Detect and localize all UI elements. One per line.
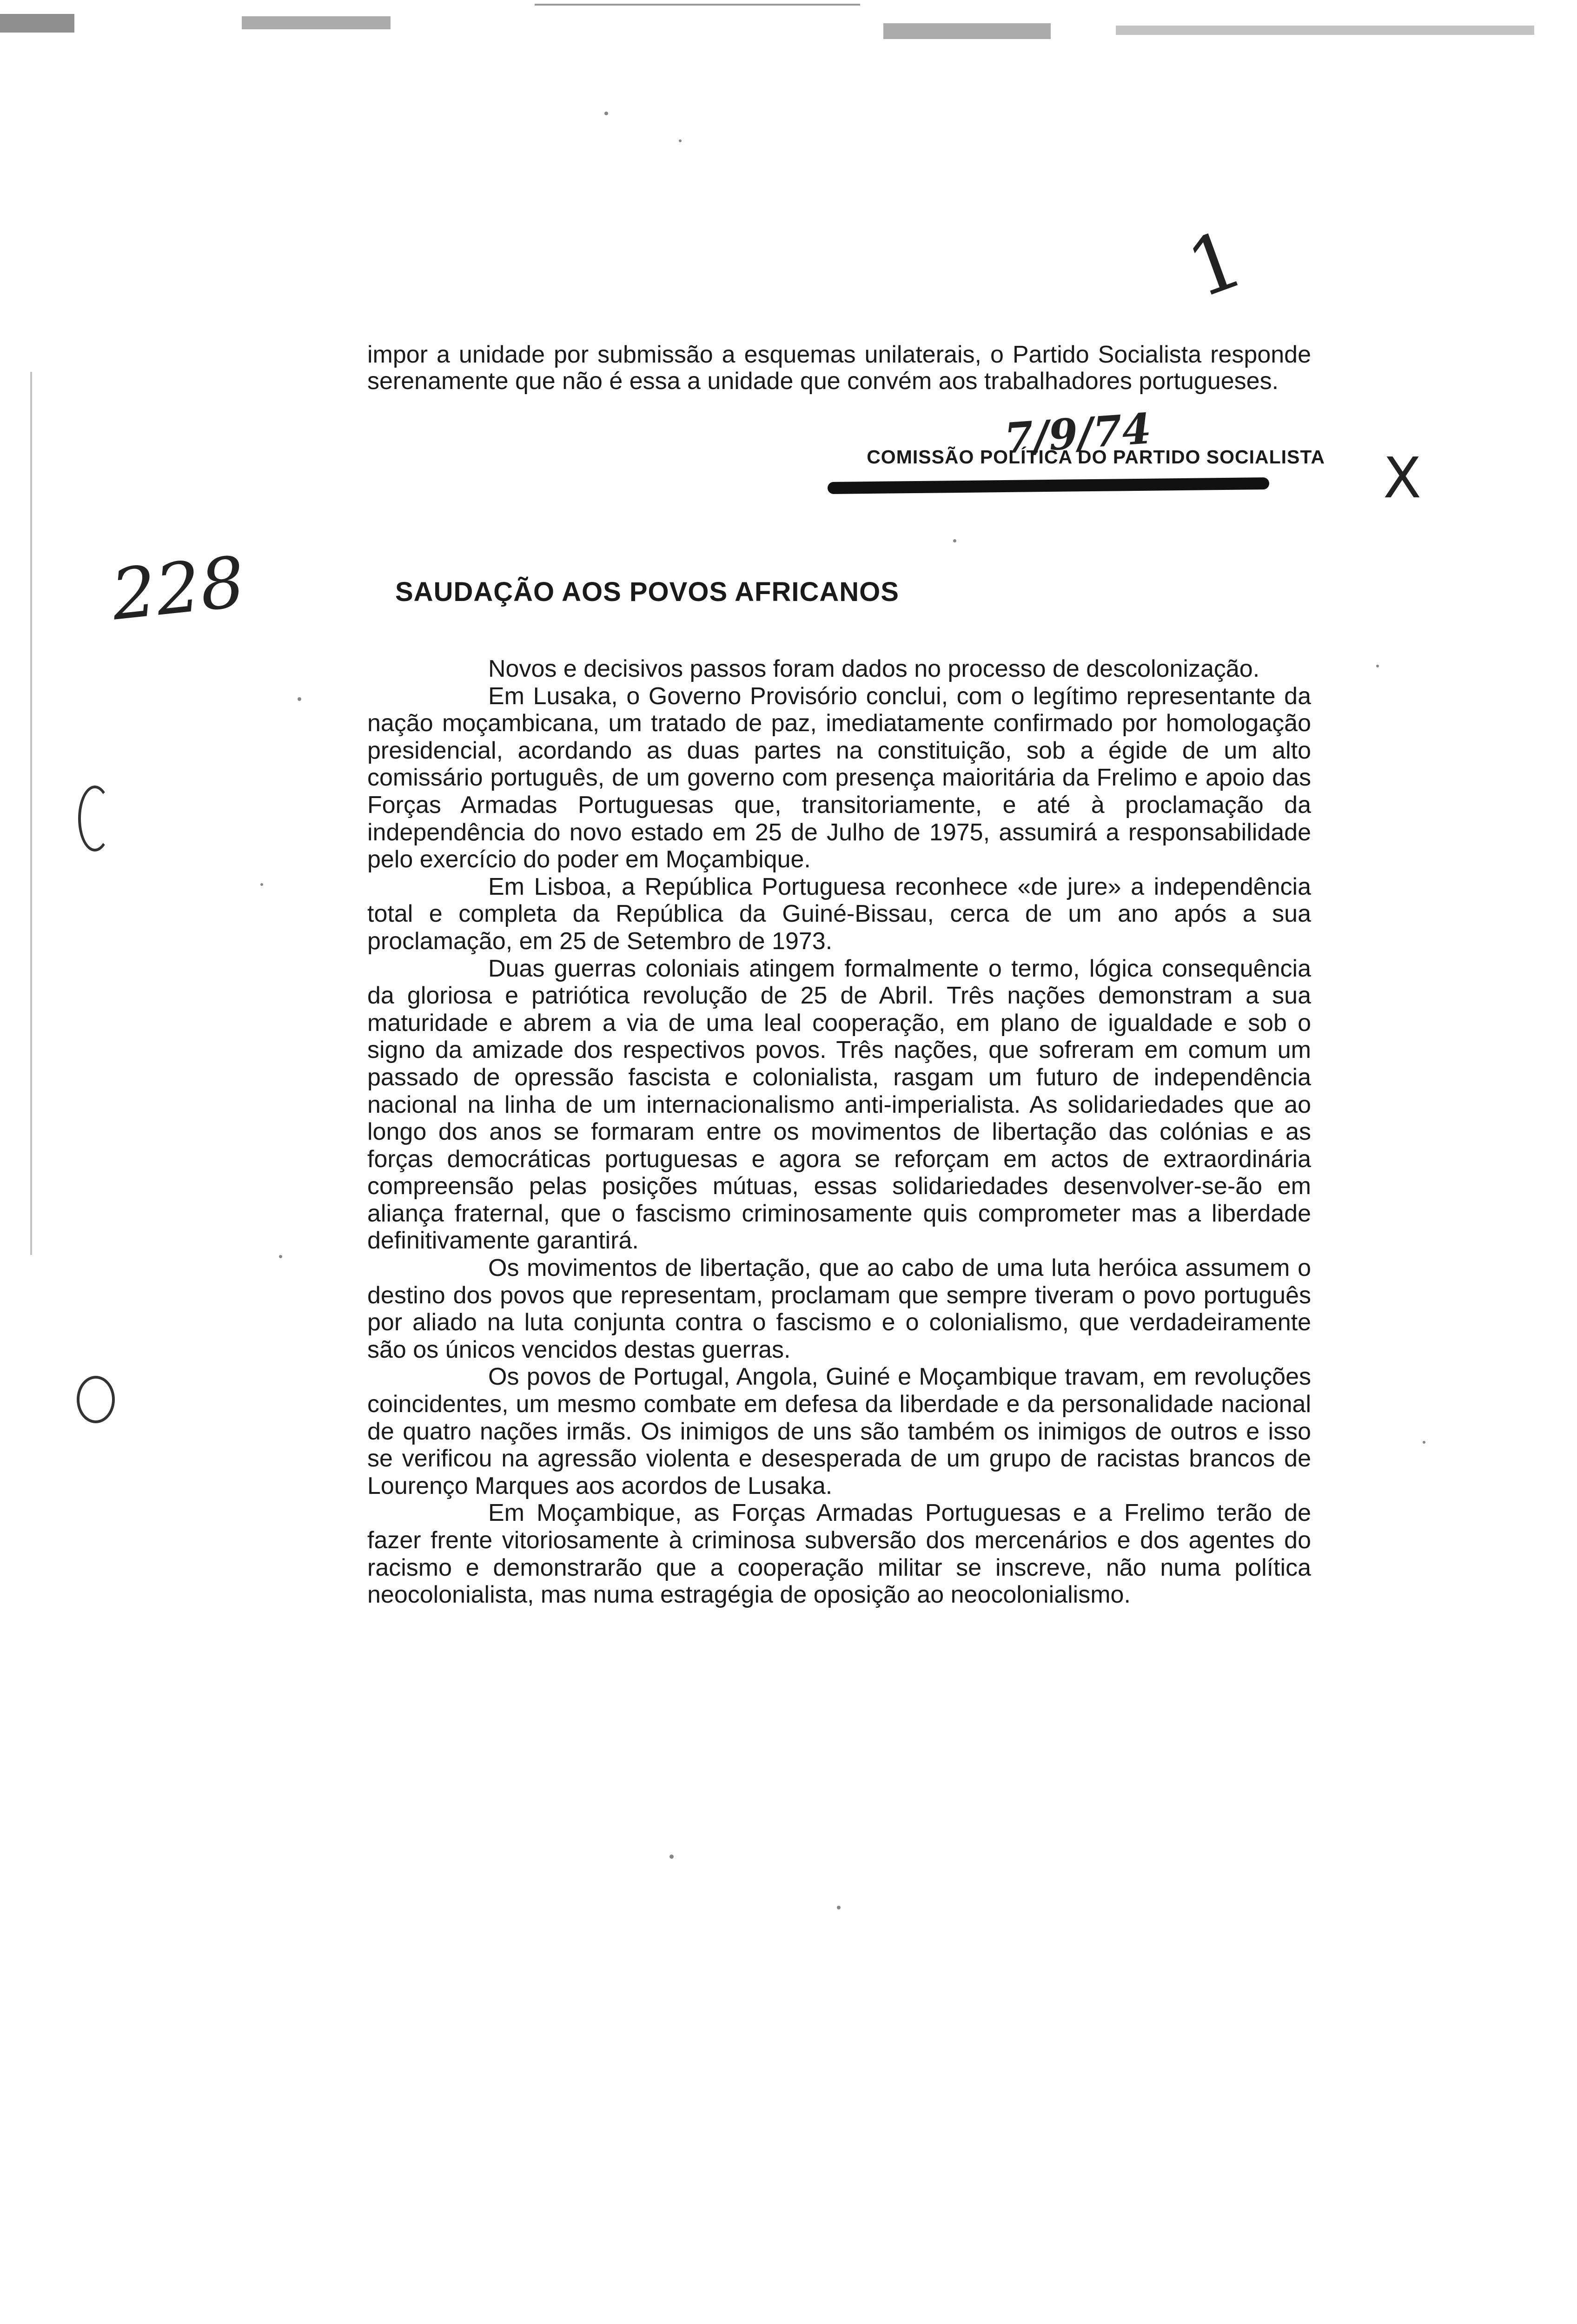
intro-paragraph: impor a unidade por submissão a esquemas unilaterais, o Partido Socialista responde serenamente que não é essa a unidade que convém aos trabalhadores portugueses. [367,341,1311,395]
scan-noise-top [0,0,1577,42]
punch-hole-lower [77,1376,115,1423]
speck [260,883,263,886]
paragraph: Em Moçambique, as Forças Armadas Portuguesas e a Frelimo terão de fazer frente vitoriosamente à criminosa subversão dos mercenários e dos agentes do racismo e demonstrarão que a cooperação militar se inscreve, não numa política neocolonialista, mas numa estragégia de oposição ao neocolonialismo. [367,1499,1311,1609]
paragraph: Os movimentos de libertação, que ao cabo de uma luta heróica assumem o destino dos povos que representam, proclamam que sempre tiveram o povo português por aliado na luta conjunta contra o fascismo e o colonialismo, que verdadeiramente são os únicos vencidos destas guerras. [367,1254,1311,1363]
left-edge-shadow [30,372,32,1255]
handwritten-date: 7/9/74 [1002,404,1153,463]
signature-line: COMISSÃO POLÍTICA DO PARTIDO SOCIALISTA [867,446,1325,468]
paragraph: Em Lisboa, a República Portuguesa reconhece «de jure» a independência total e completa da República da Guiné-Bissau, cerca de um ano após a sua proclamação, em 25 de Setembro de 1973. [367,873,1311,955]
paragraph: Os povos de Portugal, Angola, Guiné e Moçambique travam, em revoluções coincidentes, um mesmo combate em defesa da liberdade e da personalidade nacional de quatro nações irmãs. Os inimigos de uns são também os inimigos de outros e isso se verificou na agressão violenta e desesperada de um grupo de racistas brancos de Lourenço Marques aos acordos de Lusaka. [367,1363,1311,1499]
punch-hole-upper [78,786,112,852]
margin-x-mark: X [1383,446,1422,511]
speck [679,139,682,142]
margin-number: 228 [107,541,249,636]
paragraph: Novos e decisivos passos foram dados no processo de descolonização. [488,655,1260,682]
speck [298,697,301,701]
page-heading: SAUDAÇÃO AOS POVOS AFRICANOS [395,577,899,607]
speck [279,1255,282,1258]
speck [953,539,956,542]
speck [604,112,608,115]
speck [1423,1441,1425,1444]
speck [837,1906,841,1909]
top-right-mark: 1 [1176,212,1255,317]
body-text [367,655,1311,1609]
redaction-strike [828,477,1269,494]
paragraph: Em Lusaka, o Governo Provisório conclui, com o legítimo representante da nação moçambicana, um tratado de paz, imediatamente confirmado por homologação presidencial, acordando as duas partes na constituição, sob a égide de um alto comissário português, de um governo com presença maioritária da Frelimo e apoio das Forças Armadas Portuguesas que, transitoriamente, e até à proclamação da independência do novo estado em 25 de Julho de 1975, assumirá a responsabilidade pelo exercício do poder em Moçambique. [367,682,1311,873]
speck [669,1855,674,1859]
speck [1376,665,1379,667]
paragraph: Duas guerras coloniais atingem formalmente o termo, lógica consequência da gloriosa e patriótica revolução de 25 de Abril. Três nações demonstram a sua maturidade e abrem a via de uma leal cooperação, em plano de igualdade e sob o signo da amizade dos respectivos povos. Três nações, que sofreram em comum um passado de opressão fascista e colonialista, rasgam um futuro de independência nacional na linha de um internacionalismo anti-imperialista. As solidariedades que ao longo dos anos se formaram entre os movimentos de libertação das colónias e as forças democráticas portuguesas e agora se reforçam em actos de extraordinária compreensão pelas posições mútuas, essas solidariedades desenvolver-se-ão em aliança fraternal, que o fascismo criminosamente quis comprometer mas a liberdade definitivamente garantirá. [367,955,1311,1254]
